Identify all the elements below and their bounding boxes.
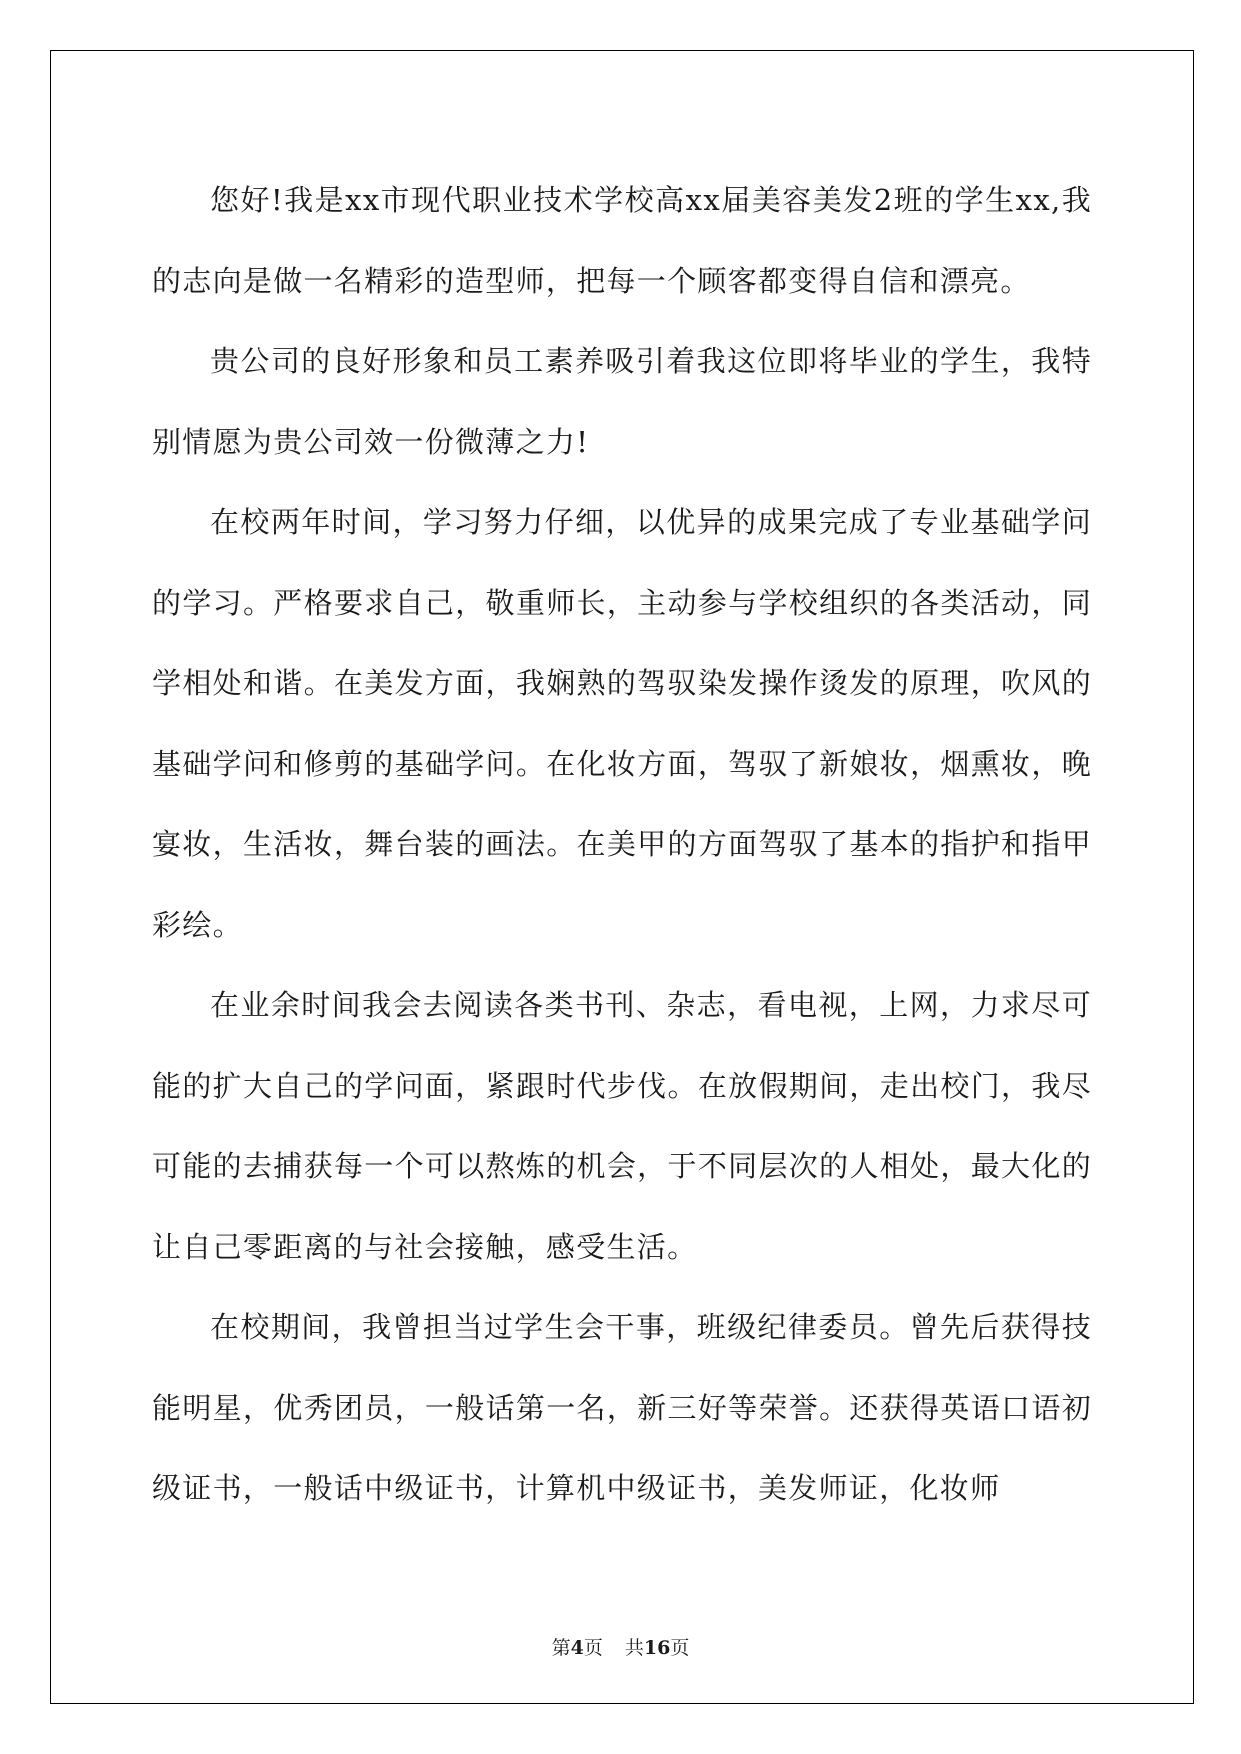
- page-footer: [0, 1633, 1241, 1660]
- document-body: [152, 160, 1092, 1529]
- footer-total-prefix: 共: [624, 1637, 644, 1659]
- footer-page-prefix: 第: [551, 1637, 571, 1659]
- paragraph-honors: 在校期间，我曾担当过学生会干事，班级纪律委员。曾先后获得技能明星，优秀团员，一般话第一名，新三好等荣誉。还获得英语口语初级证书，一般话中级证书，计算机中级证书，美发师证，化妆师: [152, 1310, 1092, 1505]
- paragraph-leisure: 在业余时间我会去阅读各类书刊、杂志，看电视，上网，力求尽可能的扩大自己的学问面，紧跟时代步伐。在放假期间，走出校门，我尽可能的去捕获每一个可以熬炼的机会，于不同层次的人相处，最大化的让自己零距离的与社会接触，感受生活。: [152, 988, 1092, 1264]
- paragraph-greeting: 您好!我是xx市现代职业技术学校高xx届美容美发2班的学生xx,我的志向是做一名精彩的造型师，把每一个顾客都变得自信和漂亮。: [152, 183, 1092, 298]
- paragraph-studies: 在校两年时间，学习努力仔细，以优异的成果完成了专业基础学问的学习。严格要求自己，敬重师长，主动参与学校组织的各类活动，同学相处和谐。在美发方面，我娴熟的驾驭染发操作烫发的原理，吹风的基础学问和修剪的基础学问。在化妆方面，驾驭了新娘妆，烟熏妆，晚宴妆，生活妆，舞台装的画法。在美甲的方面驾驭了基本的指护和指甲彩绘。: [152, 505, 1092, 942]
- footer-page-suffix: 页: [583, 1637, 603, 1659]
- footer-page-total: 16: [643, 1637, 671, 1659]
- footer-total-suffix: 页: [670, 1637, 690, 1659]
- paragraph-company: 贵公司的良好形象和员工素养吸引着我这位即将毕业的学生，我特别情愿为贵公司效一份微薄之力!: [152, 344, 1092, 459]
- footer-page-current: 4: [570, 1637, 584, 1659]
